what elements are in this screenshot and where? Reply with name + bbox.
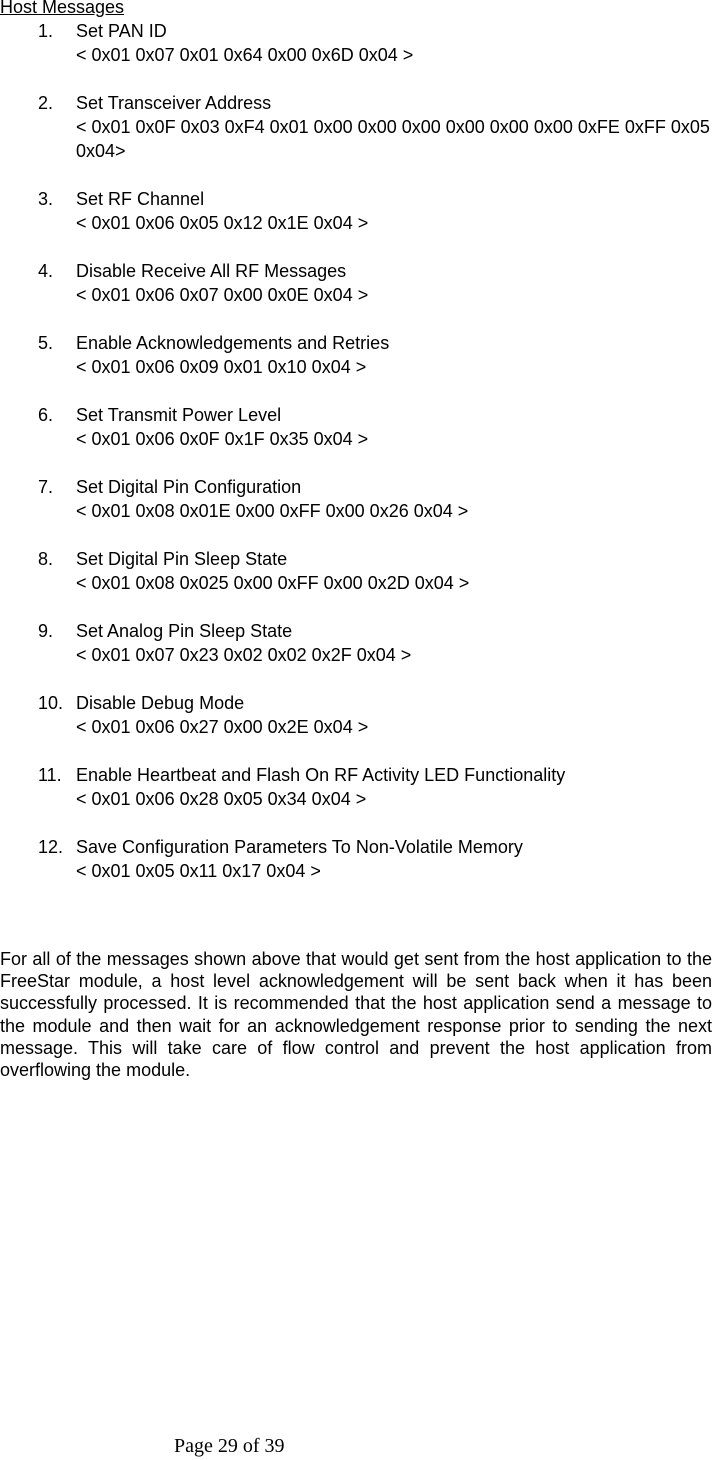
message-name: Set Analog Pin Sleep State [76, 621, 293, 641]
message-bytes: < 0x01 0x08 0x01E 0x00 0xFF 0x00 0x26 0x04 > [76, 501, 469, 521]
body-paragraph: For all of the messages shown above that would get sent from the host application to the FreeStar module, a host level acknowledgement will be sent back when it has been successfully processed. It is recommended that the host application send a message to the module and then wait for an acknowledgement response prior to sending the next message. This will take care of flow control and prevent the host application from overflowing the module. [0, 949, 712, 1081]
list-item [0, 475, 712, 547]
item-number: 1. [38, 21, 54, 41]
message-bytes: < 0x01 0x07 0x23 0x02 0x02 0x2F 0x04 > [76, 645, 412, 665]
message-bytes: < 0x01 0x06 0x07 0x00 0x0E 0x04 > [76, 285, 369, 305]
list-item [0, 835, 712, 907]
message-name: Set Transceiver Address [76, 93, 272, 113]
list-item [0, 403, 712, 475]
message-bytes: < 0x01 0x06 0x05 0x12 0x1E 0x04 > [76, 213, 369, 233]
item-number: 2. [38, 93, 54, 113]
message-name: Set Digital Pin Configuration [76, 477, 302, 497]
list-item [0, 187, 712, 259]
message-bytes: < 0x01 0x05 0x11 0x17 0x04 > [76, 861, 321, 881]
item-number: 3. [38, 189, 54, 209]
list-item [0, 259, 712, 331]
section-title: Host Messages [0, 0, 125, 17]
message-name: Disable Receive All RF Messages [76, 261, 347, 281]
item-number: 11. [38, 765, 62, 785]
host-message-list [0, 19, 712, 907]
message-bytes: < 0x01 0x07 0x01 0x64 0x00 0x6D 0x04 > [76, 45, 414, 65]
message-name: Set Transmit Power Level [76, 405, 282, 425]
item-number: 10. [38, 693, 64, 713]
item-number: 5. [38, 333, 54, 353]
message-bytes: < 0x01 0x06 0x0F 0x1F 0x35 0x04 > [76, 429, 369, 449]
page-number: Page 29 of 39 [174, 1435, 285, 1457]
item-number: 9. [38, 621, 54, 641]
message-bytes: < 0x01 0x06 0x28 0x05 0x34 0x04 > [76, 789, 367, 809]
message-bytes: < 0x01 0x06 0x09 0x01 0x10 0x04 > [76, 357, 367, 377]
message-bytes: < 0x01 0x06 0x27 0x00 0x2E 0x04 > [76, 717, 369, 737]
list-item [0, 619, 712, 691]
message-name: Enable Heartbeat and Flash On RF Activity LED Functionality [76, 765, 566, 785]
item-number: 12. [38, 837, 64, 857]
message-name: Enable Acknowledgements and Retries [76, 333, 390, 353]
list-item [0, 691, 712, 763]
message-name: Set RF Channel [76, 189, 205, 209]
list-item [0, 331, 712, 403]
message-name: Save Configuration Parameters To Non-Volatile Memory [76, 837, 523, 857]
item-number: 6. [38, 405, 54, 425]
list-item [0, 91, 712, 187]
list-item [0, 547, 712, 619]
list-item [0, 19, 712, 91]
message-name: Set Digital Pin Sleep State [76, 549, 288, 569]
item-number: 7. [38, 477, 54, 497]
message-name: Set PAN ID [76, 21, 167, 41]
message-name: Disable Debug Mode [76, 693, 245, 713]
list-item [0, 763, 712, 835]
message-bytes: < 0x01 0x08 0x025 0x00 0xFF 0x00 0x2D 0x04 > [76, 573, 470, 593]
item-number: 4. [38, 261, 54, 281]
item-number: 8. [38, 549, 54, 569]
message-bytes: < 0x01 0x0F 0x03 0xF4 0x01 0x00 0x00 0x00 0x00 0x00 0x00 0xFE 0xFF 0x05 0x04> [76, 117, 710, 161]
